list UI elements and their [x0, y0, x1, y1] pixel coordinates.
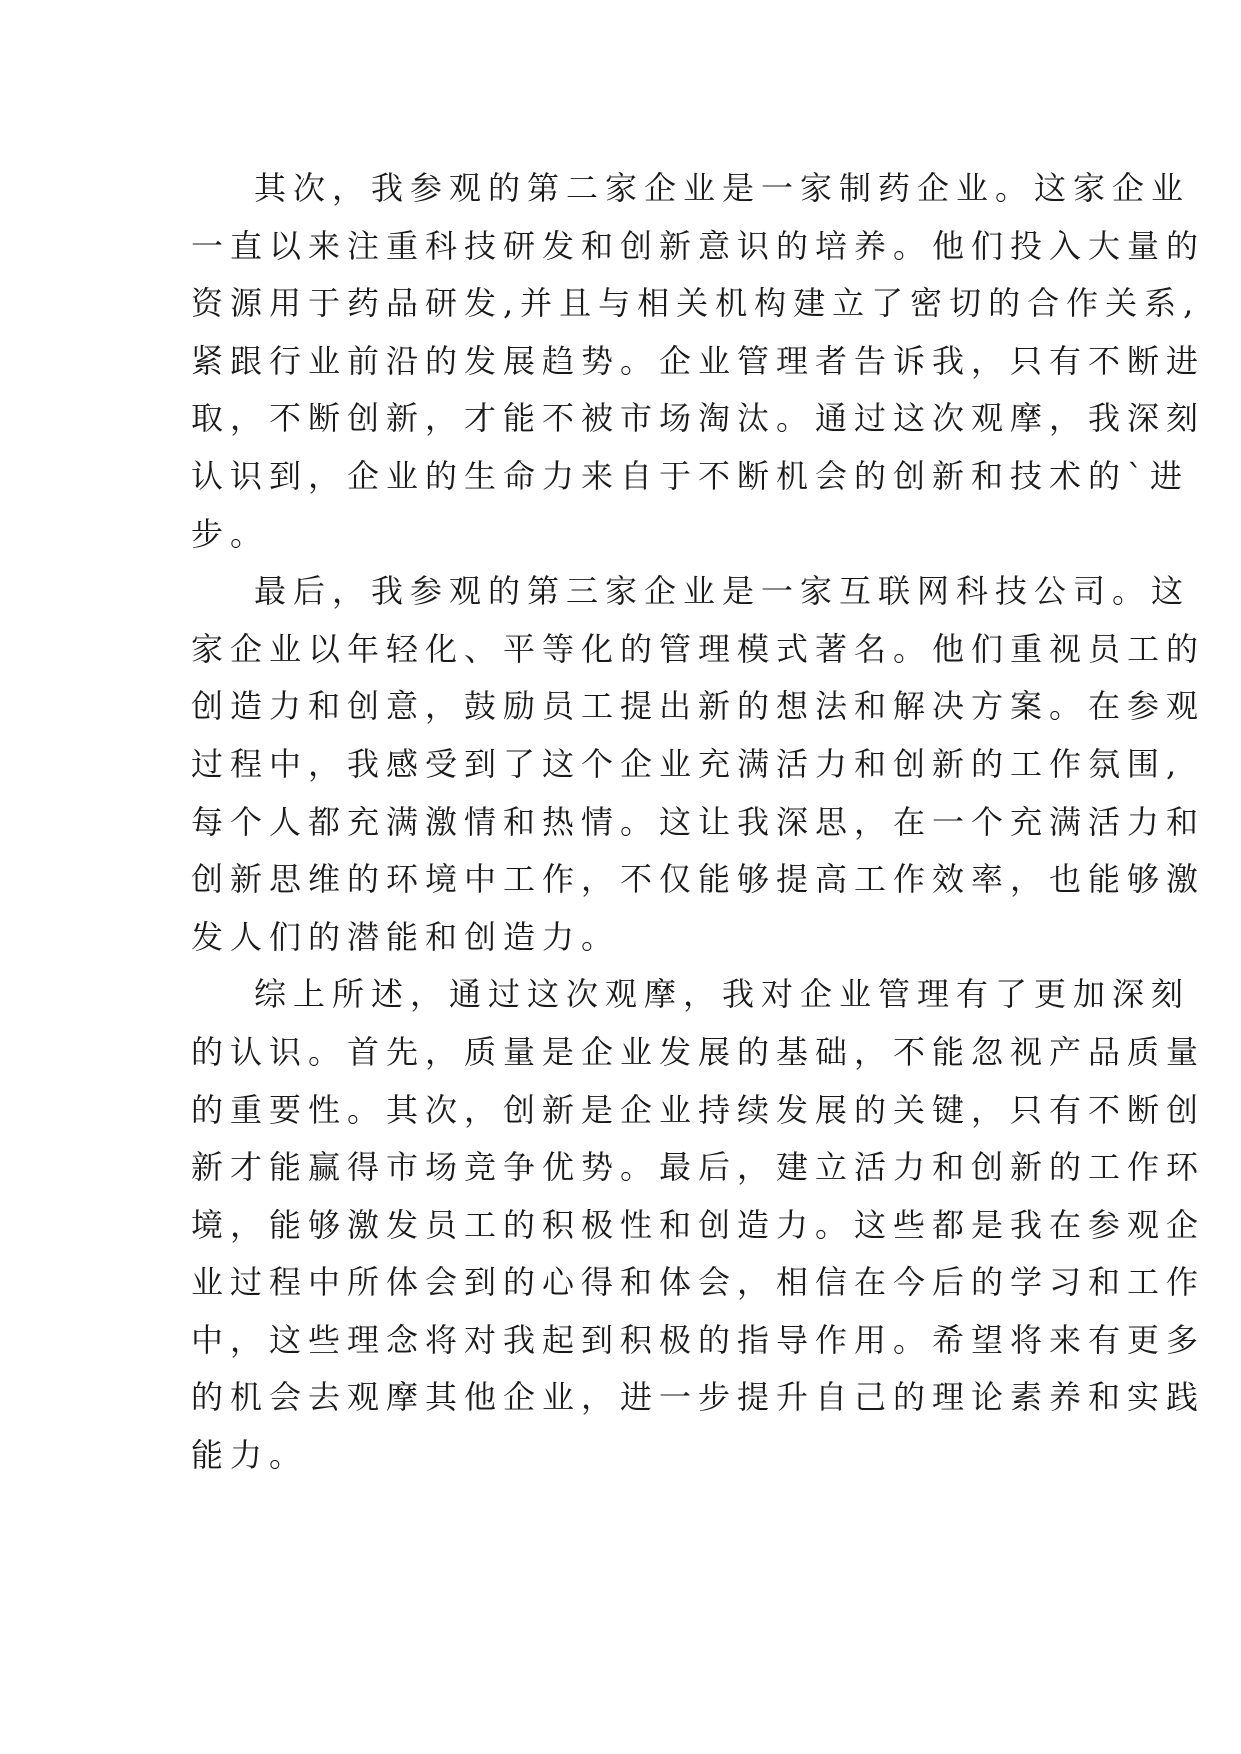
paragraph-line: 认识到，企业的生命力来自于不断机会的创新和技术的`进	[191, 456, 1190, 495]
paragraph-line: 新才能赢得市场竞争优势。最后，建立活力和创新的工作环	[191, 1148, 1206, 1187]
paragraph-line: 综上所述，通过这次观摩，我对企业管理有了更加深刻	[254, 975, 1191, 1014]
paragraph-line: 过程中，我感受到了这个企业充满活力和创新的工作氛围,	[191, 744, 1184, 783]
paragraph-line: 每个人都充满激情和热情。这让我深思，在一个充满活力和	[191, 802, 1206, 841]
paragraph-summary	[191, 966, 1206, 1484]
paragraph-line: 紧跟行业前沿的发展趋势。企业管理者告诉我，只有不断进	[191, 341, 1206, 380]
paragraph-line: 最后，我参观的第三家企业是一家互联网科技公司。这	[254, 572, 1191, 611]
paragraph-line: 创新思维的环境中工作，不仅能够提高工作效率，也能够激	[191, 860, 1206, 899]
paragraph-line: 发人们的潜能和创造力。	[191, 917, 621, 956]
paragraph-line: 境，能够激发员工的积极性和创造力。这些都是我在参观企	[191, 1205, 1206, 1244]
paragraph-line: 资源用于药品研发,并且与相关机构建立了密切的合作关系,	[191, 284, 1201, 323]
paragraph-line: 能力。	[191, 1436, 309, 1475]
paragraph-line: 取，不断创新，才能不被市场淘汰。通过这次观摩，我深刻	[191, 399, 1206, 438]
paragraph-line: 的认识。首先，质量是企业发展的基础，不能忽视产品质量	[191, 1032, 1206, 1071]
paragraph-line: 一直以来注重科技研发和创新意识的培养。他们投入大量的	[191, 226, 1206, 265]
paragraph-line: 步。	[191, 514, 270, 553]
paragraph-second-company	[191, 160, 1206, 563]
paragraph-line: 家企业以年轻化、平等化的管理模式著名。他们重视员工的	[191, 629, 1206, 668]
paragraph-line: 的机会去观摩其他企业，进一步提升自己的理论素养和实践	[191, 1378, 1206, 1417]
paragraph-line: 业过程中所体会到的心得和体会，相信在今后的学习和工作	[191, 1263, 1206, 1302]
paragraph-line: 中，这些理念将对我起到积极的指导作用。希望将来有更多	[191, 1320, 1206, 1359]
paragraph-line: 创造力和创意，鼓励员工提出新的想法和解决方案。在参观	[191, 687, 1206, 726]
paragraph-third-company	[191, 563, 1206, 966]
paragraph-line: 其次，我参观的第二家企业是一家制药企业。这家企业	[254, 169, 1191, 207]
paragraph-line: 的重要性。其次，创新是企业持续发展的关键，只有不断创	[191, 1090, 1206, 1129]
document-body	[191, 160, 1206, 1485]
